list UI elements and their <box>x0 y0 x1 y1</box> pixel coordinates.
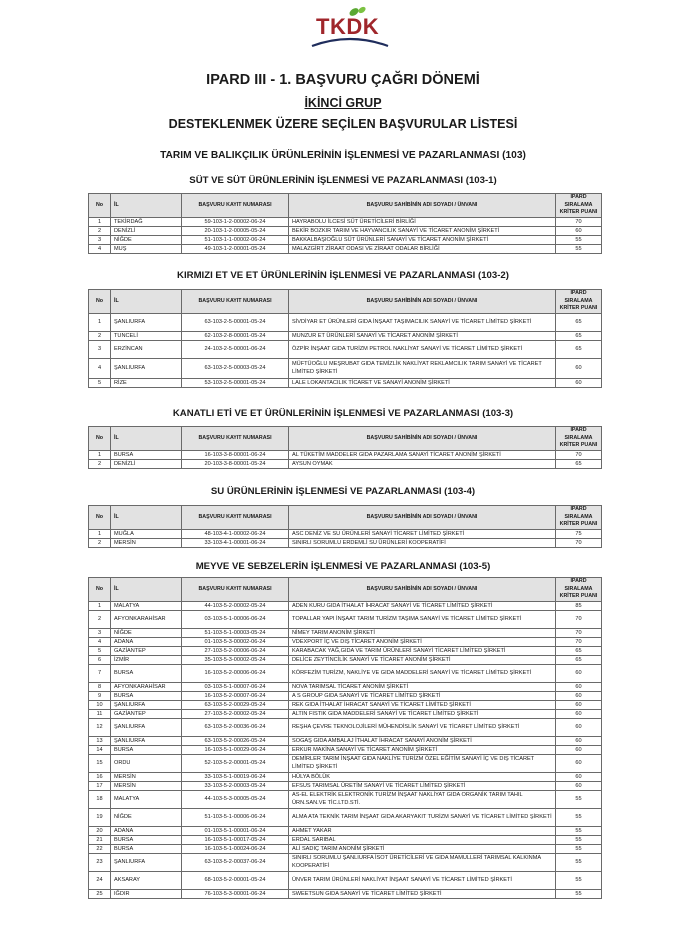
cell-score: 60 <box>556 691 602 700</box>
table-row <box>89 226 602 235</box>
cell-name: DEMİRLER TARIM İNŞAAT GIDA NAKLİYE TURİZM ÖZEL EĞİTİM SANAYİ İÇ VE DIŞ TİCARET LİMİTED ŞİRKETİ <box>289 754 556 772</box>
cell-il: TUNCELİ <box>111 331 182 340</box>
cell-name: ERKUR MAKİNA SANAYİ VE TİCARET ANONİM ŞİRKETİ <box>289 745 556 754</box>
cell-reg: 53-103-2-5-00001-05-24 <box>182 378 289 387</box>
col-header-il: İL <box>111 506 182 530</box>
cell-score: 55 <box>556 244 602 253</box>
col-header-reg: BAŞVURU KAYIT NUMARASI <box>182 578 289 602</box>
cell-score: 60 <box>556 754 602 772</box>
cell-name: REK GIDA İTHALAT İHRACAT SANAYİ VE TİCARET LİMİTED ŞİRKETİ <box>289 700 556 709</box>
cell-score: 60 <box>556 664 602 682</box>
cell-il: DENİZLİ <box>111 226 182 235</box>
col-header-name: BAŞVURU SAHİBİNİN ADI SOYADI / ÜNVANI <box>289 194 556 218</box>
cell-score: 60 <box>556 736 602 745</box>
cell-name: LALE LOKANTACILIK TİCARET VE SANAYİ ANONİM ŞİRKETİ <box>289 378 556 387</box>
cell-no: 5 <box>89 378 111 387</box>
cell-il: MUŞ <box>111 244 182 253</box>
cell-il: ŞANLIURFA <box>111 853 182 871</box>
cell-reg: 76-103-5-3-00001-06-24 <box>182 889 289 898</box>
table-row <box>89 235 602 244</box>
cell-no: 1 <box>89 601 111 610</box>
cell-name: ALMA ATA TEKNİK TARIM İNŞAAT GIDA AKARYAKIT TURİZM SANAYİ VE TİCARET LİMİTED ŞİRKETİ <box>289 808 556 826</box>
section-title: SÜT VE SÜT ÜRÜNLERİNİN İŞLENMESİ VE PAZARLANMASI (103-1) <box>189 175 497 186</box>
table-row <box>89 244 602 253</box>
cell-il: MALATYA <box>111 790 182 808</box>
cell-reg: 20-103-1-2-00005-05-24 <box>182 226 289 235</box>
cell-il: ŞANLIURFA <box>111 736 182 745</box>
score-header-line1: IPARD SIRALAMA <box>564 194 593 208</box>
cell-no: 9 <box>89 691 111 700</box>
table-row <box>89 691 602 700</box>
applications-table <box>88 505 602 548</box>
cell-no: 14 <box>89 745 111 754</box>
cell-score: 60 <box>556 378 602 387</box>
cell-il: BURSA <box>111 745 182 754</box>
cell-name: ADEN KURU GIDA İTHALAT İHRACAT SANAYİ VE TİCARET LİMİTED ŞİRKETİ <box>289 601 556 610</box>
cell-il: ŞANLIURFA <box>111 700 182 709</box>
score-header-line2: KRİTER PUANI <box>559 442 598 448</box>
tkdk-logo <box>310 4 390 50</box>
cell-no: 3 <box>89 628 111 637</box>
cell-name: BAKKALBAŞIOĞLU SÜT ÜRÜNLERİ SANAYİ VE TİCARET ANONİM ŞİRKETİ <box>289 235 556 244</box>
page-title: IPARD III - 1. BAŞVURU ÇAĞRI DÖNEMİ <box>206 72 480 88</box>
cell-reg: 01-103-5-3-00002-06-24 <box>182 637 289 646</box>
cell-reg: 51-103-5-1-00003-05-24 <box>182 628 289 637</box>
cell-reg: 48-103-4-1-00002-06-24 <box>182 529 289 538</box>
cell-il: ŞANLIURFA <box>111 718 182 736</box>
cell-name: ASC DENİZ VE SU ÜRÜNLERİ SANAYİ TİCARET LİMİTED ŞİRKETİ <box>289 529 556 538</box>
col-header-reg: BAŞVURU KAYIT NUMARASI <box>182 427 289 451</box>
cell-il: ADANA <box>111 826 182 835</box>
col-header-no: No <box>89 427 111 451</box>
cell-score: 60 <box>556 772 602 781</box>
cell-no: 15 <box>89 754 111 772</box>
col-header-name: BAŞVURU SAHİBİNİN ADI SOYADI / ÜNVANI <box>289 427 556 451</box>
cell-score: 75 <box>556 529 602 538</box>
table-row <box>89 637 602 646</box>
cell-name: HAYRABOLU İLCESİ SÜT ÜRETİCİLERİ BİRLİĞİ <box>289 217 556 226</box>
cell-name: VDEXPORT İÇ VE DIŞ TİCARET ANONİM ŞİRKETİ <box>289 637 556 646</box>
cell-no: 4 <box>89 358 111 378</box>
cell-il: AFYONKARAHİSAR <box>111 610 182 628</box>
cell-reg: 63-103-5-2-00029-05-24 <box>182 700 289 709</box>
cell-no: 6 <box>89 655 111 664</box>
cell-il: ADANA <box>111 637 182 646</box>
table-row <box>89 871 602 889</box>
score-header-line2: KRİTER PUANI <box>559 521 598 527</box>
col-header-score <box>556 578 602 602</box>
cell-il: NİĞDE <box>111 808 182 826</box>
col-header-score <box>556 506 602 530</box>
applications-table <box>88 426 602 469</box>
cell-name: KARABACAK YAĞ,GIDA VE TARIM ÜRÜNLERİ SANAYİ TİCARET LİMİTED ŞİRKETİ <box>289 646 556 655</box>
cell-il: NİĞDE <box>111 628 182 637</box>
cell-score: 55 <box>556 808 602 826</box>
cell-name: MALAZGİRT ZİRAAT ODASI VE ZİRAAT ODALAR BİRLİĞİ <box>289 244 556 253</box>
table-header-row <box>89 578 602 602</box>
cell-score: 70 <box>556 637 602 646</box>
cell-no: 8 <box>89 682 111 691</box>
cell-no: 23 <box>89 853 111 871</box>
cell-score: 60 <box>556 745 602 754</box>
cell-score: 60 <box>556 781 602 790</box>
col-header-score <box>556 290 602 314</box>
cell-reg: 33-103-5-2-00003-05-24 <box>182 781 289 790</box>
cell-no: 1 <box>89 529 111 538</box>
cell-reg: 03-103-5-1-00007-06-24 <box>182 682 289 691</box>
cell-name: ÜNVER TARIM ÜRÜNLERİ NAKLİYAT İNŞAAT SANAYİ VE TİCARET LİMİTED ŞİRKETİ <box>289 871 556 889</box>
table-row <box>89 718 602 736</box>
cell-no: 10 <box>89 700 111 709</box>
table-row <box>89 601 602 610</box>
cell-reg: 16-103-3-8-00001-06-24 <box>182 450 289 459</box>
cell-reg: 63-103-5-2-00026-05-24 <box>182 736 289 745</box>
col-header-reg: BAŞVURU KAYIT NUMARASI <box>182 194 289 218</box>
table-row <box>89 358 602 378</box>
cell-reg: 16-103-5-1-00029-06-24 <box>182 745 289 754</box>
cell-no: 24 <box>89 871 111 889</box>
cell-reg: 24-103-2-5-00001-06-24 <box>182 340 289 358</box>
table-row <box>89 340 602 358</box>
cell-score: 60 <box>556 709 602 718</box>
cell-il: ŞANLIURFA <box>111 313 182 331</box>
cell-reg: 63-103-2-5-00003-05-24 <box>182 358 289 378</box>
cell-reg: 20-103-3-8-00001-05-24 <box>182 459 289 468</box>
cell-no: 1 <box>89 313 111 331</box>
cell-no: 4 <box>89 244 111 253</box>
cell-il: ERZİNCAN <box>111 340 182 358</box>
cell-no: 17 <box>89 781 111 790</box>
cell-reg: 33-103-4-1-00001-06-24 <box>182 538 289 547</box>
cell-score: 55 <box>556 844 602 853</box>
cell-name: SINIRLI SORUMLU ERDEMLİ SU ÜRÜNLERİ KOOPERATİFİ <box>289 538 556 547</box>
cell-reg: 51-103-1-1-00002-06-24 <box>182 235 289 244</box>
col-header-score <box>556 427 602 451</box>
cell-il: MALATYA <box>111 601 182 610</box>
cell-score: 65 <box>556 646 602 655</box>
col-header-no: No <box>89 506 111 530</box>
cell-reg: 27-103-5-2-00006-06-24 <box>182 646 289 655</box>
cell-name: AL TÜKETİM MADDELER GIDA PAZARLAMA SANAYİ TİCARET ANONİM ŞİRKETİ <box>289 450 556 459</box>
cell-il: NİĞDE <box>111 235 182 244</box>
cell-score: 60 <box>556 682 602 691</box>
cell-no: 3 <box>89 235 111 244</box>
cell-reg: 62-103-2-8-00001-05-24 <box>182 331 289 340</box>
group-title: İKİNCİ GRUP <box>304 96 382 110</box>
cell-reg: 16-103-5-2-00007-06-24 <box>182 691 289 700</box>
table-header-row <box>89 427 602 451</box>
cell-name: DELİCE ZEYTİNCİLİK SANAYİ VE TİCARET ANONİM ŞİRKETİ <box>289 655 556 664</box>
cell-no: 1 <box>89 217 111 226</box>
cell-reg: 27-103-5-2-00002-05-24 <box>182 709 289 718</box>
cell-reg: 44-103-5-3-00005-05-24 <box>182 790 289 808</box>
table-row <box>89 313 602 331</box>
table-row <box>89 754 602 772</box>
list-subtitle: DESTEKLENMEK ÜZERE SEÇİLEN BAŞVURULAR LİSTESİ <box>168 117 518 131</box>
table-row <box>89 808 602 826</box>
table-row <box>89 217 602 226</box>
section-title: SU ÜRÜNLERİNİN İŞLENMESİ VE PAZARLANMASI (103-4) <box>210 486 476 497</box>
cell-score: 55 <box>556 835 602 844</box>
col-header-name: BAŞVURU SAHİBİNİN ADI SOYADI / ÜNVANI <box>289 578 556 602</box>
cell-no: 18 <box>89 790 111 808</box>
cell-name: MÜFTÜOĞLU MEŞRUBAT GIDA TEMİZLİK NAKLİYAT REKLAMCILIK TARIM SANAYİ VE TİCARET LİMİTED ŞİRKETİ <box>289 358 556 378</box>
cell-reg: 59-103-1-2-00002-06-24 <box>182 217 289 226</box>
cell-il: ŞANLIURFA <box>111 358 182 378</box>
table-row <box>89 772 602 781</box>
cell-reg: 01-103-5-1-00001-06-24 <box>182 826 289 835</box>
table-row <box>89 835 602 844</box>
score-header-line1: IPARD SIRALAMA <box>564 578 593 592</box>
cell-reg: 16-103-5-1-00017-05-24 <box>182 835 289 844</box>
cell-score: 55 <box>556 853 602 871</box>
table-row <box>89 700 602 709</box>
cell-name: NİMEY TARIM ANONİM ŞİRKETİ <box>289 628 556 637</box>
col-header-name: BAŞVURU SAHİBİNİN ADI SOYADI / ÜNVANI <box>289 506 556 530</box>
table-row <box>89 655 602 664</box>
cell-no: 2 <box>89 226 111 235</box>
col-header-il: İL <box>111 578 182 602</box>
cell-no: 2 <box>89 331 111 340</box>
cell-score: 70 <box>556 628 602 637</box>
cell-name: MUNZUR ET ÜRÜNLERİ SANAYİ VE TİCARET ANONİM ŞİRKETİ <box>289 331 556 340</box>
cell-name: REŞHA ÇEVRE TEKNOLOJİLERİ MÜHENDİSLİK SANAYİ VE TİCARET LİMİTED ŞİRKETİ <box>289 718 556 736</box>
table-row <box>89 844 602 853</box>
cell-score: 55 <box>556 889 602 898</box>
cell-no: 7 <box>89 664 111 682</box>
cell-score: 70 <box>556 610 602 628</box>
score-header-line2: KRİTER PUANI <box>559 305 598 311</box>
cell-reg: 33-103-5-1-00019-06-24 <box>182 772 289 781</box>
cell-name: TOPALLAR YAPI İNŞAAT TARIM TURİZM TAŞIMA SANAYİ VE TİCARET LİMİTED ŞİRKETİ <box>289 610 556 628</box>
cell-reg: 35-103-5-3-00002-05-24 <box>182 655 289 664</box>
table-row <box>89 529 602 538</box>
cell-il: AFYONKARAHİSAR <box>111 682 182 691</box>
cell-no: 20 <box>89 826 111 835</box>
score-header-line1: IPARD SIRALAMA <box>564 506 593 520</box>
cell-score: 85 <box>556 601 602 610</box>
cell-name: BEKİR BOZKIR TARIM VE HAYVANCILIK SANAYİ VE TİCARET ANONİM ŞİRKETİ <box>289 226 556 235</box>
section-title: KIRMIZI ET VE ET ÜRÜNLERİNİN İŞLENMESİ VE PAZARLANMASI (103-2) <box>177 270 509 281</box>
cell-il: İZMİR <box>111 655 182 664</box>
cell-no: 19 <box>89 808 111 826</box>
table-row <box>89 745 602 754</box>
table-row <box>89 538 602 547</box>
cell-no: 21 <box>89 835 111 844</box>
cell-no: 12 <box>89 718 111 736</box>
cell-reg: 03-103-5-1-00006-06-24 <box>182 610 289 628</box>
cell-name: AS-EL ELEKTRİK ELEKTRONİK TURİZM İNŞAAT NAKLİYAT GIDA ORGANİK TARIM TAHIL ÜRN.SAN.VE TİC.LTD.STİ. <box>289 790 556 808</box>
cell-score: 65 <box>556 340 602 358</box>
score-header-line2: KRİTER PUANI <box>559 209 598 215</box>
table-row <box>89 853 602 871</box>
cell-il: GAZİANTEP <box>111 646 182 655</box>
table-row <box>89 628 602 637</box>
col-header-name: BAŞVURU SAHİBİNİN ADI SOYADI / ÜNVANI <box>289 290 556 314</box>
cell-reg: 16-103-5-2-00006-06-24 <box>182 664 289 682</box>
section-title: MEYVE VE SEBZELERİN İŞLENMESİ VE PAZARLANMASI (103-5) <box>195 561 491 572</box>
table-row <box>89 736 602 745</box>
score-header-line2: KRİTER PUANI <box>559 593 598 599</box>
cell-no: 25 <box>89 889 111 898</box>
cell-il: TEKİRDAĞ <box>111 217 182 226</box>
cell-reg: 63-103-5-2-00036-06-24 <box>182 718 289 736</box>
cell-no: 2 <box>89 538 111 547</box>
cell-no: 3 <box>89 340 111 358</box>
table-row <box>89 664 602 682</box>
cell-name: SOGAŞ GIDA AMBALAJ İTHALAT İHRACAT SANAYİ ANONİM ŞİRKETİ <box>289 736 556 745</box>
table-row <box>89 378 602 387</box>
cell-name: ALTIN FISTIK GIDA MADDELERİ SANAYİ VE TİCARET LİMİTED ŞİRKETİ <box>289 709 556 718</box>
cell-no: 22 <box>89 844 111 853</box>
col-header-score <box>556 194 602 218</box>
col-header-reg: BAŞVURU KAYIT NUMARASI <box>182 290 289 314</box>
col-header-il: İL <box>111 427 182 451</box>
cell-il: BURSA <box>111 844 182 853</box>
measure-title: TARIM VE BALIKÇILIK ÜRÜNLERİNİN İŞLENMESİ VE PAZARLANMASI (103) <box>160 150 526 161</box>
cell-score: 70 <box>556 217 602 226</box>
cell-il: ORDU <box>111 754 182 772</box>
table-row <box>89 889 602 898</box>
cell-il: BURSA <box>111 664 182 682</box>
col-header-no: No <box>89 578 111 602</box>
cell-il: DENİZLİ <box>111 459 182 468</box>
cell-score: 60 <box>556 718 602 736</box>
cell-reg: 68-103-5-2-00001-05-24 <box>182 871 289 889</box>
applications-table <box>88 193 602 254</box>
applications-table <box>88 289 602 388</box>
table-row <box>89 826 602 835</box>
col-header-il: İL <box>111 290 182 314</box>
cell-score: 60 <box>556 700 602 709</box>
cell-score: 65 <box>556 331 602 340</box>
cell-il: IĞDIR <box>111 889 182 898</box>
cell-name: HÜLYA BÖLÜK <box>289 772 556 781</box>
table-row <box>89 331 602 340</box>
cell-no: 1 <box>89 450 111 459</box>
cell-score: 60 <box>556 358 602 378</box>
cell-name: EFSUS TARIMSAL ÜRETİM SANAYİ VE TİCARET LİMİTED ŞİRKETİ <box>289 781 556 790</box>
cell-score: 65 <box>556 459 602 468</box>
logo-text: TKDK <box>316 14 380 39</box>
cell-name: SINIRLI SORUMLU ŞANLIURFA İSOT ÜRETİCİLERİ VE GIDA MAMULLERİ TARIMSAL KALKINMA KOOPERATİFİ <box>289 853 556 871</box>
cell-no: 2 <box>89 459 111 468</box>
cell-name: KÖRFEZİM TURİZM, NAKLİYE VE GIDA MADDELERİ SANAYİ VE TİCARET LİMİTED ŞİRKETİ <box>289 664 556 682</box>
cell-il: MERSİN <box>111 781 182 790</box>
col-header-reg: BAŞVURU KAYIT NUMARASI <box>182 506 289 530</box>
cell-name: AYSUN OYMAK <box>289 459 556 468</box>
cell-reg: 63-103-2-5-00001-05-24 <box>182 313 289 331</box>
col-header-il: İL <box>111 194 182 218</box>
cell-score: 70 <box>556 538 602 547</box>
table-row <box>89 459 602 468</box>
cell-name: SWEETSUN GIDA SANAYİ VE TİCARET LİMİTED ŞİRKETİ <box>289 889 556 898</box>
applications-table <box>88 577 602 899</box>
cell-reg: 44-103-5-2-00002-05-24 <box>182 601 289 610</box>
cell-score: 55 <box>556 826 602 835</box>
cell-il: GAZİANTEP <box>111 709 182 718</box>
cell-il: BURSA <box>111 450 182 459</box>
cell-name: SİVDİYAR ET ÜRÜNLERİ GIDA İNŞAAT TAŞIMACILIK SANAYİ VE TİCARET LİMİTED ŞİRKETİ <box>289 313 556 331</box>
cell-il: BURSA <box>111 691 182 700</box>
cell-reg: 63-103-5-2-00037-06-24 <box>182 853 289 871</box>
cell-score: 55 <box>556 790 602 808</box>
cell-no: 2 <box>89 610 111 628</box>
col-header-no: No <box>89 290 111 314</box>
cell-reg: 52-103-5-2-00001-05-24 <box>182 754 289 772</box>
col-header-no: No <box>89 194 111 218</box>
cell-score: 65 <box>556 313 602 331</box>
cell-no: 13 <box>89 736 111 745</box>
table-row <box>89 709 602 718</box>
cell-name: ERDAL SARIBAL <box>289 835 556 844</box>
cell-no: 4 <box>89 637 111 646</box>
cell-no: 16 <box>89 772 111 781</box>
cell-score: 70 <box>556 450 602 459</box>
cell-no: 5 <box>89 646 111 655</box>
table-row <box>89 610 602 628</box>
cell-score: 55 <box>556 235 602 244</box>
cell-il: MUĞLA <box>111 529 182 538</box>
cell-reg: 49-103-1-2-00001-05-24 <box>182 244 289 253</box>
cell-il: MERSİN <box>111 538 182 547</box>
cell-reg: 16-103-5-1-00024-06-24 <box>182 844 289 853</box>
cell-score: 65 <box>556 655 602 664</box>
section-title: KANATLI ETİ VE ET ÜRÜNLERİNİN İŞLENMESİ VE PAZARLANMASI (103-3) <box>172 408 514 419</box>
table-header-row <box>89 290 602 314</box>
cell-name: AHMET YAKAR <box>289 826 556 835</box>
cell-score: 60 <box>556 226 602 235</box>
cell-name: ÖZPİR İNŞAAT GIDA TURİZM PETROL NAKLİYAT SANAYİ VE TİCARET LİMİTED ŞİRKETİ <box>289 340 556 358</box>
table-row <box>89 682 602 691</box>
cell-il: MERSİN <box>111 772 182 781</box>
score-header-line1: IPARD SIRALAMA <box>564 427 593 441</box>
cell-no: 11 <box>89 709 111 718</box>
table-row <box>89 646 602 655</box>
table-row <box>89 450 602 459</box>
cell-il: BURSA <box>111 835 182 844</box>
cell-name: A S GROUP GIDA SANAYİ VE TİCARET LİMİTED ŞİRKETİ <box>289 691 556 700</box>
table-header-row <box>89 506 602 530</box>
cell-name: ALİ SADIÇ TARIM ANONİM ŞİRKETİ <box>289 844 556 853</box>
cell-name: NOVA TARIMSAL TİCARET ANONİM ŞİRKETİ <box>289 682 556 691</box>
table-header-row <box>89 194 602 218</box>
cell-il: RİZE <box>111 378 182 387</box>
score-header-line1: IPARD SIRALAMA <box>564 290 593 304</box>
table-row <box>89 790 602 808</box>
cell-il: AKSARAY <box>111 871 182 889</box>
table-row <box>89 781 602 790</box>
cell-reg: 51-103-5-1-00006-06-24 <box>182 808 289 826</box>
cell-score: 55 <box>556 871 602 889</box>
